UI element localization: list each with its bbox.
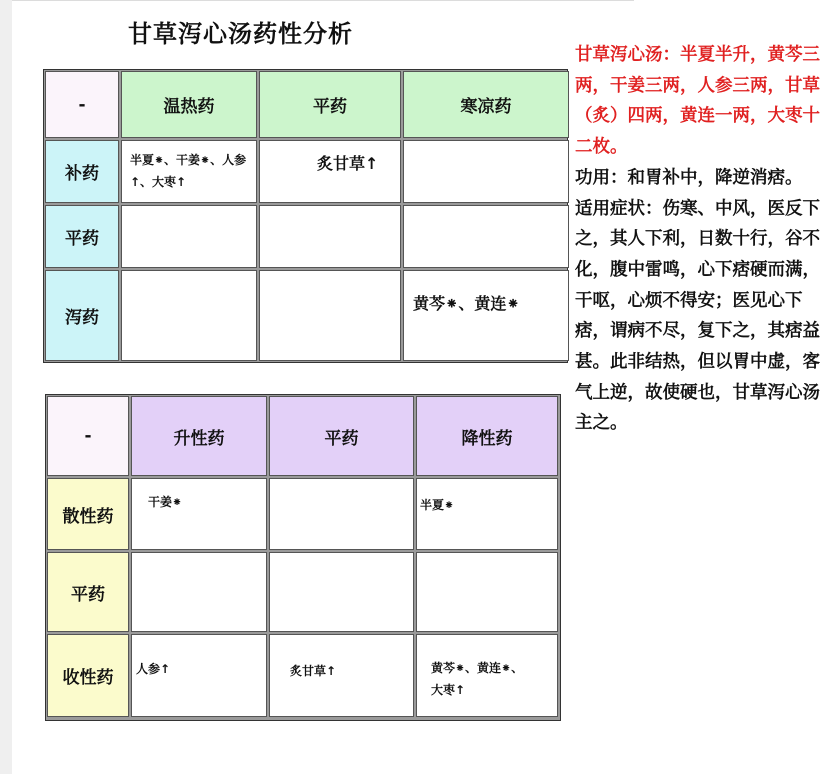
nature-table — [43, 69, 568, 363]
formula-description — [575, 40, 827, 439]
table2-cell-neutral-neutral — [269, 552, 414, 632]
table2-cell-neutral-descending — [416, 552, 558, 632]
table2-cell-astringent-neutral: 炙甘草↑ — [269, 634, 414, 717]
table2-cell-astringent-ascending: 人参↑ — [131, 634, 267, 717]
table1-cell-drain-cold: 黄芩⁕、黄连⁕ — [403, 270, 569, 361]
table1-row-drain: 泻药 — [45, 270, 119, 361]
table2-col-ascending: 升性药 — [131, 396, 267, 476]
page-title: 甘草泻心汤药性分析 — [128, 20, 353, 48]
table1-cell-neutral-neutral — [259, 205, 401, 268]
table1-row-tonify: 补药 — [45, 140, 119, 203]
table2-row-astringent: 收性药 — [47, 634, 129, 717]
table1-cell-neutral-cold — [403, 205, 569, 268]
table2-cell-dispersing-descending: 半夏⁕ — [416, 478, 558, 550]
table1-cell-neutral-warm — [121, 205, 257, 268]
direction-table — [45, 394, 561, 721]
table2-col-neutral: 平药 — [269, 396, 414, 476]
formula-function: 功用：和胃补中，降逆消痞。 — [575, 167, 803, 188]
table1-row-neutral: 平药 — [45, 205, 119, 268]
table1-cell-tonify-neutral: 炙甘草↑ — [259, 140, 401, 203]
table1-corner: - — [45, 71, 119, 138]
table1-col-cold: 寒凉药 — [403, 71, 569, 138]
formula-composition: 甘草泻心汤：半夏半升，黄芩三两，干姜三两，人参三两，甘草（炙）四两，黄连一两，大枣十二枚。 — [575, 45, 820, 158]
table2-cell-dispersing-neutral — [269, 478, 414, 550]
table2-cell-dispersing-ascending: 干姜⁕ — [131, 478, 267, 550]
table1-col-neutral: 平药 — [259, 71, 401, 138]
table1-cell-tonify-warm: 半夏⁕、干姜⁕、人参↑、大枣↑ — [121, 140, 257, 203]
table1-col-warm: 温热药 — [121, 71, 257, 138]
table1-cell-tonify-cold — [403, 140, 569, 203]
top-divider — [12, 0, 634, 1]
table1-cell-drain-neutral — [259, 270, 401, 361]
formula-indications: 适用症状：伤寒、中风，医反下之，其人下利，日数十行，谷不化，腹中雷鸣，心下痞硬而满，干呕，心烦不得安；医见心下痞，谓病不尽，复下之，其痞益甚。此非结热，但以胃中虚，客气上逆，故使硬也，甘草泻心汤主之。 — [575, 198, 820, 434]
table2-cell-astringent-descending: 黄芩⁕、黄连⁕、大枣↑ — [416, 634, 558, 717]
left-margin-strip — [0, 0, 12, 774]
table2-col-descending: 降性药 — [416, 396, 558, 476]
table2-cell-neutral-ascending — [131, 552, 267, 632]
table2-corner: - — [47, 396, 129, 476]
table2-row-neutral: 平药 — [47, 552, 129, 632]
table2-row-dispersing: 散性药 — [47, 478, 129, 550]
table1-cell-drain-warm — [121, 270, 257, 361]
